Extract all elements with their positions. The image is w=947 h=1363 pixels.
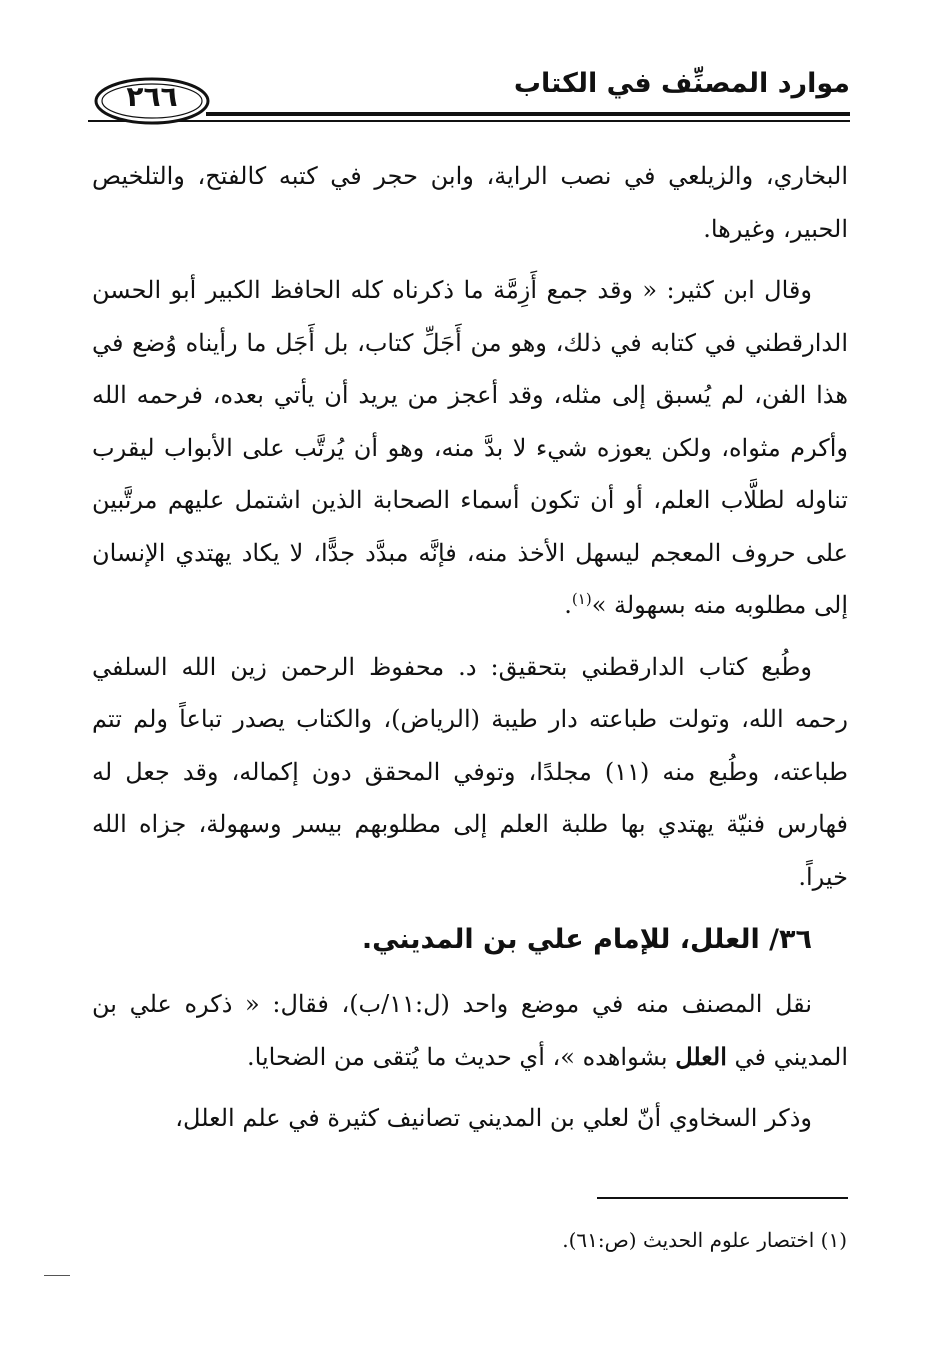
scan-mark (44, 1275, 70, 1276)
footnote: (١) اختصار علوم الحديث (ص:٦١). (562, 1228, 847, 1252)
paragraph-sakhawi: وذكر السخاوي أنّ لعلي بن المديني تصانيف كثيرة في علم العلل، (175, 1104, 812, 1132)
paragraph-end-punct: . (564, 591, 572, 619)
paragraph-ibn-kathir-quote (92, 264, 848, 632)
book-title-bold: العلل (675, 1041, 727, 1071)
main-text (92, 150, 848, 1154)
citation-text-end: بشواهده »، أي حديث ما يُتقى من الضحايا. (247, 1042, 676, 1071)
page-number-frame (88, 76, 850, 126)
page-number: ٢٦٦ (126, 80, 178, 113)
section-heading: ٣٦/ العلل، للإمام علي بن المديني. (361, 924, 812, 955)
quote-text: وقال ابن كثير: « وقد جمع أَزِمَّة ما ذكرناه كله الحافظ الكبير أبو الحسن الدارقطني في كتابه في ذلك، وهو من أَجَلِّ كتاب، بل أَجَل ما رأيناه وُضع في هذا الفن، لم يُسبق إلى مثله، وقد أعجز من يريد أن يأتي بعده، فرحمه الله وأكرم مثواه، ولكن يعوزه شيء لا بدَّ منه، وهو أن يُرتَّب على الأبواب ليقرب تناوله لطلَّاب العلم، أو أن تكون أسماء الصحابة الذين اشتمل عليهم مرتَّبين على حروف المعجم ليسهل الأخذ منه، فإنَّه مبدَّد جدًّا، لا يكاد يهتدي الإنسان إلى مطلوبه منه بسهولة » (92, 276, 848, 619)
footnote-separator (597, 1197, 848, 1199)
footnote-reference: (١) (571, 590, 592, 608)
paragraph-section-citation (92, 978, 848, 1083)
paragraph-edition-info: وطُبع كتاب الدارقطني بتحقيق: د. محفوظ الرحمن زين الله السلفي رحمه الله، وتولت طباعته دار طيبة (الرياض)، والكتاب يصدر تباعاً ولم تتم طباعته، وطُبع منه (١١) مجلدًا، وتوفي المحقق دون إكماله، وقد جعل له فهارس فنيّة يهتدي بها طلبة العلم إلى مطلوبهم بيسر وسهولة، جزاه الله خيراً. (92, 652, 849, 891)
page-header (88, 62, 850, 132)
paragraph-continued: البخاري، والزيلعي في نصب الراية، وابن حجر في كتبه كالفتح، والتلخيص الحبير، وغيرها. (92, 162, 848, 243)
running-title: موارد المصنِّف في الكتاب (513, 68, 850, 99)
citation-text: نقل المصنف منه في موضع واحد (ل:١١/ب)، فقال: « ذكره علي بن المديني في (92, 990, 848, 1071)
